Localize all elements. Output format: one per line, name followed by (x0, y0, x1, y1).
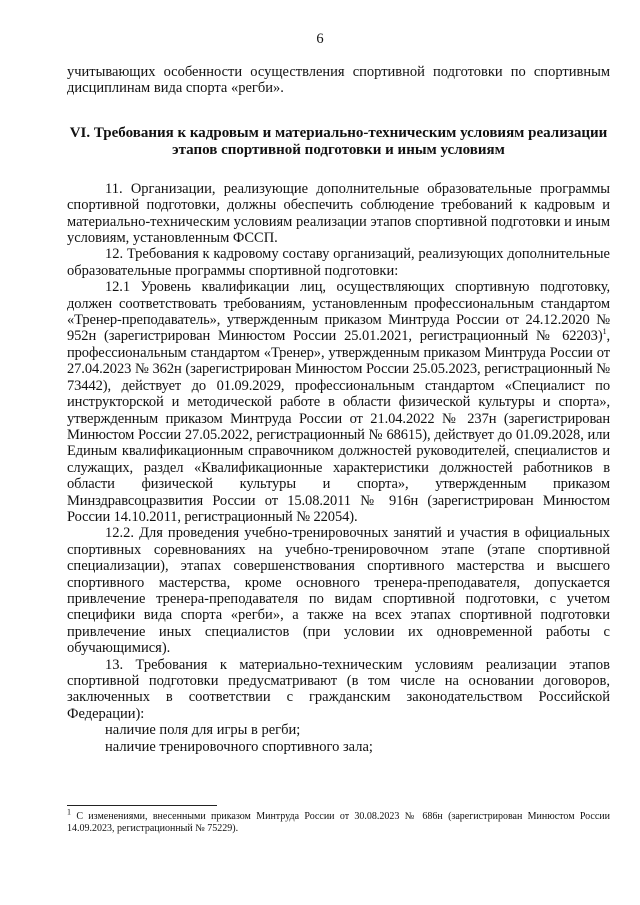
page-number: 6 (316, 31, 324, 47)
paragraph-11: 11. Организации, реализующие дополнительные образовательные программы спортивной подготовки, должны обеспечить соблюдение требований к кадровым и материально-техническим условиям реализации этапов спортивной подготовки и иным условиям, установленным ФССП. (67, 180, 610, 247)
paragraph-12-1-part-a: 12.1 Уровень квалификации лиц, осуществляющих спортивную подготовку, должен соответствовать требованиям, установленным профессиональным стандартом «Тренер-преподаватель», утвержденным приказом Минтруда России от 24.12.2020 № 952н (зарегистрирован Минюстом России 25.01.2021, регистрационный № 62203) (67, 279, 610, 345)
list-item: наличие поля для игры в регби; (105, 722, 301, 739)
paragraph-12: 12. Требования к кадровому составу организаций, реализующих дополнительные образовательные программы спортивной подготовки: (67, 246, 610, 279)
list-item: наличие тренировочного спортивного зала; (105, 738, 373, 755)
paragraph-12-1-part-b: , профессиональным стандартом «Тренер», утвержденным приказом Минтруда России от 27.04.2023 № 362н (зарегистрирован Минюстом России 25.05.2023, регистрационный № 73442), действует до 01.09.2029, профессиональным стандартом «Специалист по инструкторской и методической работе в области физической культуры и спорта», утвержденным приказом Минтруда России от 21.04.2022 № 237н (зарегистрирован Минюстом России 27.05.2022, регистрационный № 68615), действует до 01.09.2028, или Единым квалификационным справочником должностей руководителей, специалистов и служащих, раздел «Квалификационные характеристики должностей работников в области физической культуры и спорта», утвержденным приказом Минздравсоцразвития России от 15.08.2011 № 916н (зарегистрирован Минюстом России 14.10.2011, регистрационный № 22054). (67, 328, 610, 525)
footnote (67, 807, 610, 834)
footnote-ref: 1 (602, 327, 607, 337)
intro-continuation: учитывающих особенности осуществления спортивной подготовки по спортивным дисциплинам вида спорта «регби». (67, 64, 610, 97)
footnote-separator (67, 805, 217, 806)
footnote-mark: 1 (67, 807, 71, 817)
paragraph-13: 13. Требования к материально-техническим условиям реализации этапов спортивной подготовки предусматривают (в том числе на основании договоров, заключенных в соответствии с гражданским законодательством Российской Федерации): (67, 656, 610, 722)
footnote-text: С изменениями, внесенными приказом Минтруда России от 30.08.2023 № 686н (зарегистрирован Минюстом России 14.09.2023, регистрационный № 75229). (67, 811, 610, 834)
paragraph-12-2: 12.2. Для проведения учебно-тренировочных занятий и участия в официальных спортивных соревнованиях на учебно-тренировочном этапе (этапе спортивной специализации), этапах совершенствования спортивного мастерства и высшего спортивного мастерства, кроме основного тренера-преподавателя, допускается привлечение тренера-преподавателя по видам спортивной подготовки, с учетом специфики вида спорта «регби», а также на всех этапах спортивной подготовки привлечение иных специалистов (при условии их одновременной работы с обучающимися). (67, 525, 610, 657)
section-title: VI. Требования к кадровым и материально-техническим условиям реализации этапов спортивной подготовки и иным условиям (69, 124, 608, 158)
document-body (67, 64, 610, 755)
paragraph-12-1 (67, 279, 610, 525)
